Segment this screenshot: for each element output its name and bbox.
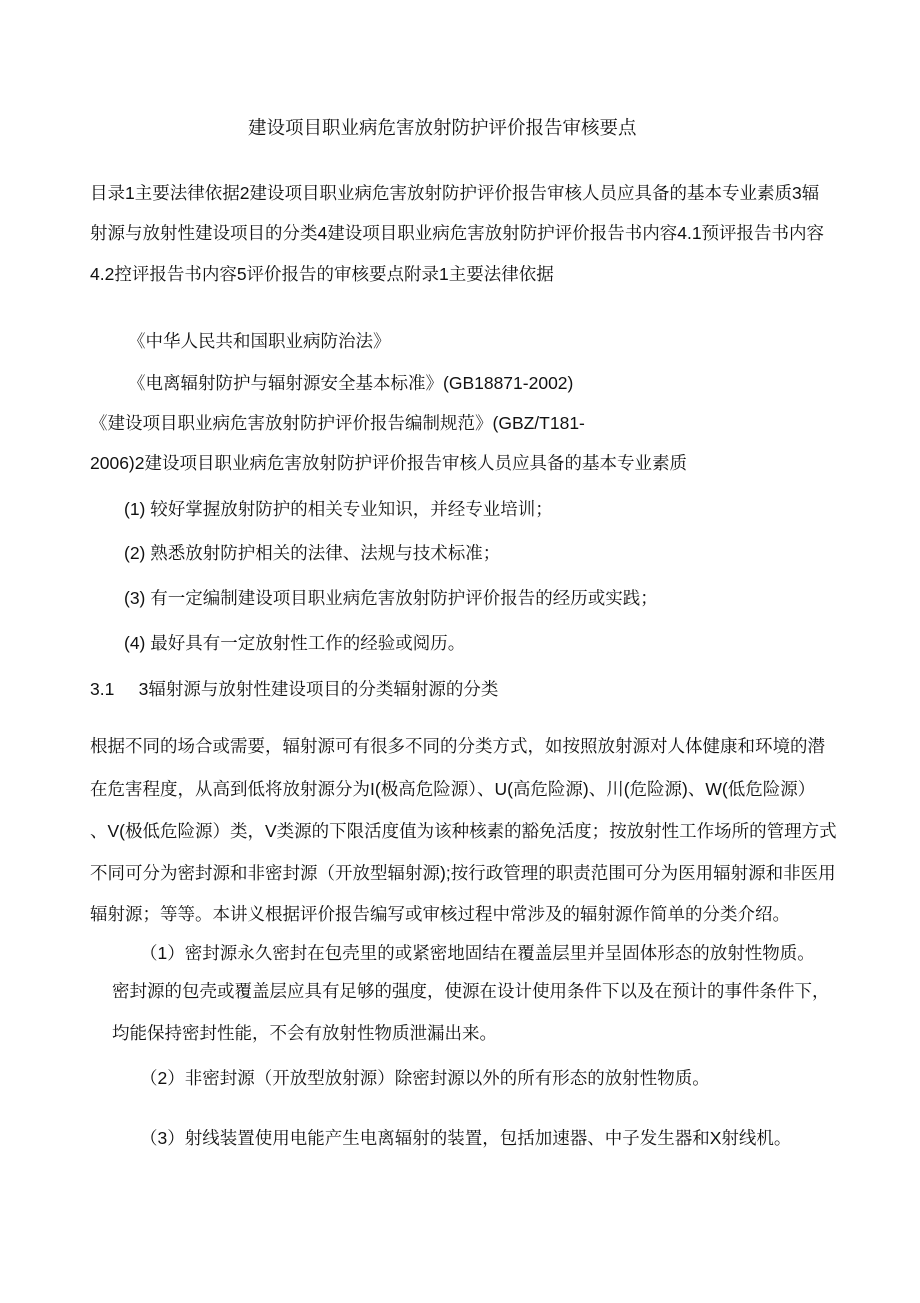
paragraph-line: 在危害程度，从高到低将放射源分为I(极高危险源）、U(高危险源)、川(危险源)、W(低危险源）	[90, 779, 816, 799]
qualification-item: (4) 最好具有一定放射性工作的经验或阅历。	[124, 633, 466, 653]
paragraph-line: 、V(极低危险源）类，V类源的下限活度值为该种核素的豁免活度；按放射性工作场所的管理方式	[90, 821, 837, 841]
section-heading: 3.1 3辐射源与放射性建设项目的分类辐射源的分类	[90, 679, 499, 699]
qualification-item: (1) 较好掌握放射防护的相关专业知识，并经专业培训；	[124, 499, 553, 519]
sealed-source-item: （1）密封源永久密封在包壳里的或紧密地固结在覆盖层里并呈固体形态的放射性物质。	[140, 943, 815, 963]
toc-line: 4.2控评报告书内容5评价报告的审核要点附录1主要法律依据	[90, 264, 554, 284]
document-title: 建设项目职业病危害放射防护评价报告审核要点	[248, 117, 637, 138]
sealed-source-item: 均能保持密封性能，不会有放射性物质泄漏出来。	[112, 1023, 497, 1043]
ray-device-item: （3）射线装置使用电能产生电离辐射的装置，包括加速器、中子发生器和X射线机。	[140, 1128, 792, 1148]
qualification-item: (2) 熟悉放射防护相关的法律、法规与技术标准；	[124, 543, 501, 563]
paragraph-line: 不同可分为密封源和非密封源（开放型辐射源);按行政管理的职责范围可分为医用辐射源和非医用	[90, 863, 836, 883]
paragraph-line: 辐射源；等等。本讲义根据评价报告编写或审核过程中常涉及的辐射源作简单的分类介绍。	[90, 904, 790, 924]
sealed-source-item: 密封源的包壳或覆盖层应具有足够的强度，使源在设计使用条件下以及在预计的事件条件下，	[112, 981, 830, 1001]
unsealed-source-item: （2）非密封源（开放型放射源）除密封源以外的所有形态的放射性物质。	[140, 1068, 710, 1088]
paragraph-line: 根据不同的场合或需要，辐射源可有很多不同的分类方式，如按照放射源对人体健康和环境的潜	[90, 736, 825, 756]
law-item: 《建设项目职业病危害放射防护评价报告编制规范》(GBZ/T181-	[90, 413, 585, 433]
toc-line: 目录1主要法律依据2建设项目职业病危害放射防护评价报告审核人员应具备的基本专业素质3辐	[90, 183, 820, 203]
qualification-item: (3) 有一定编制建设项目职业病危害放射防护评价报告的经历或实践；	[124, 588, 658, 608]
law-item: 《电离辐射防护与辐射源安全基本标准》(GB18871-2002)	[128, 373, 574, 393]
law-item-continued: 2006)2建设项目职业病危害放射防护评价报告审核人员应具备的基本专业素质	[90, 453, 687, 473]
toc-line: 射源与放射性建设项目的分类4建设项目职业病危害放射防护评价报告书内容4.1预评报告书内容	[90, 223, 825, 243]
law-item: 《中华人民共和国职业病防治法》	[128, 331, 391, 351]
